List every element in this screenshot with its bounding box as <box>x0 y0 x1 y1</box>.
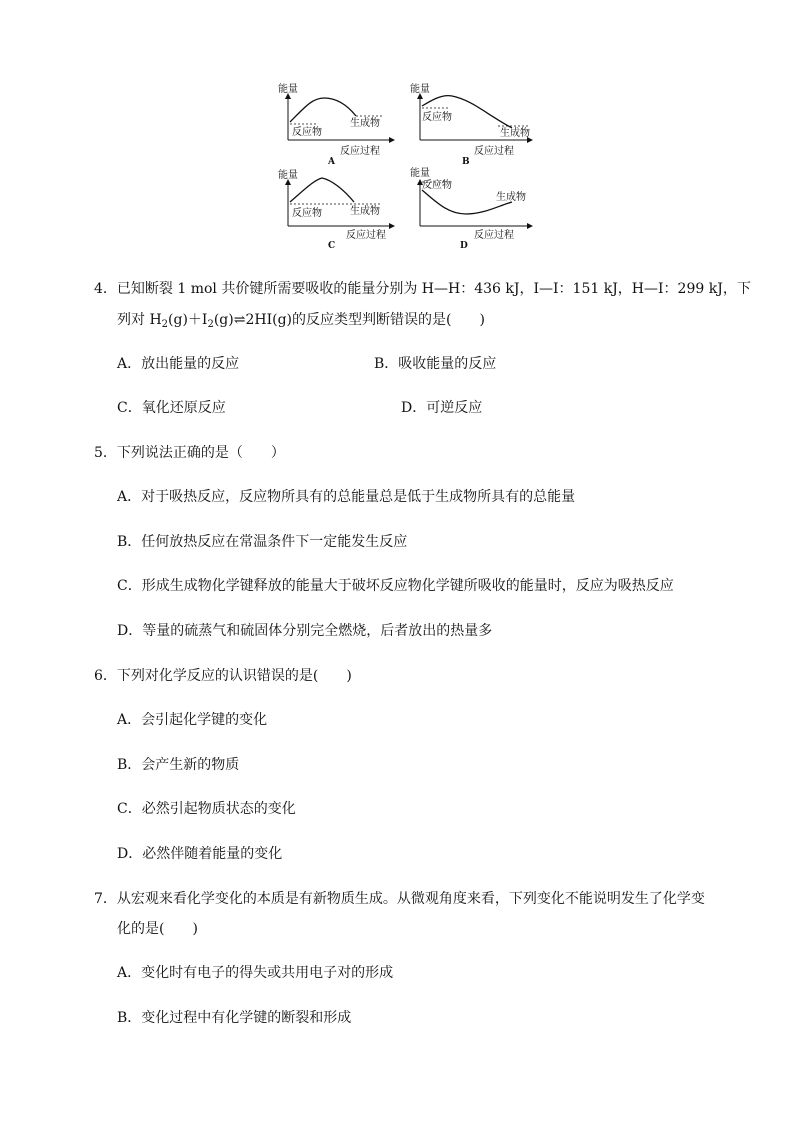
q6-option-b[interactable]: B．会产生新的物质 <box>117 757 240 773</box>
reactant-label: 反应物 <box>292 208 322 219</box>
process-axis-label: 反应过程 <box>474 230 514 241</box>
q7-option-a[interactable]: A．变化时有电子的得失或共用电子对的形成 <box>117 965 394 981</box>
q5-option-b[interactable]: B．任何放热反应在常温条件下一定能发生反应 <box>117 534 408 550</box>
panel-label: A <box>328 157 335 167</box>
q4-text-part: 列对 H <box>117 312 162 328</box>
energy-diagram-figure <box>276 78 538 250</box>
diagram-a <box>278 82 394 167</box>
q4-option-d[interactable]: D．可逆反应 <box>401 400 483 416</box>
process-axis-label: 反应过程 <box>340 146 380 157</box>
q4-stem-line1: 4．已知断裂 1 mol 共价键所需要吸收的能量分别为 H—H：436 kJ，I—I：151 kJ，H—I：299 kJ，下 <box>94 281 751 297</box>
q4-stem-line2 <box>117 310 485 332</box>
product-label: 生成物 <box>350 206 380 217</box>
process-axis-label: 反应过程 <box>474 146 514 157</box>
q6-option-c[interactable]: C．必然引起物质状态的变化 <box>117 801 296 817</box>
subscript: 2 <box>161 319 169 330</box>
panel-label: D <box>460 241 468 250</box>
diagram-d <box>410 166 532 250</box>
q6-option-d[interactable]: D．必然伴随着能量的变化 <box>117 846 283 862</box>
reactant-label: 反应物 <box>422 180 452 191</box>
q4-option-a[interactable]: A．放出能量的反应 <box>117 356 240 372</box>
q4-text-part: (g)⇌2HI(g)的反应类型判断错误的是( ) <box>213 312 485 328</box>
diagram-b <box>410 82 532 167</box>
energy-axis-label: 能量 <box>410 168 430 179</box>
subscript: 2 <box>207 319 214 330</box>
q6-option-a[interactable]: A．会引起化学键的变化 <box>117 712 268 728</box>
energy-axis-label: 能量 <box>278 84 298 95</box>
q5-stem: 5．下列说法正确的是（ ） <box>94 445 285 461</box>
product-label: 生成物 <box>500 128 530 139</box>
panel-label: B <box>462 157 470 167</box>
q5-option-d[interactable]: D．等量的硫蒸气和硫固体分别完全燃烧，后者放出的热量多 <box>117 623 493 639</box>
diagram-c <box>278 168 394 250</box>
reactant-label: 反应物 <box>292 127 322 138</box>
q4-option-b[interactable]: B．吸收能量的反应 <box>374 356 497 372</box>
panel-label: C <box>328 241 336 250</box>
product-label: 生成物 <box>350 118 380 129</box>
q5-option-c[interactable]: C．形成生成物化学键释放的能量大于破坏反应物化学键所吸收的能量时，反应为吸热反应 <box>117 578 674 594</box>
q4-text-part: (g)＋I <box>168 312 208 328</box>
q7-stem-line2: 化的是( ) <box>117 921 198 937</box>
q6-stem: 6．下列对化学反应的认识错误的是( ) <box>94 668 352 684</box>
q7-option-b[interactable]: B．变化过程中有化学键的断裂和形成 <box>117 1010 352 1026</box>
q7-stem-line1: 7．从宏观来看化学变化的本质是有新物质生成。从微观角度来看，下列变化不能说明发生了化学变 <box>94 891 705 907</box>
q4-option-c[interactable]: C．氧化还原反应 <box>117 400 226 416</box>
energy-axis-label: 能量 <box>410 84 430 95</box>
q5-option-a[interactable]: A．对于吸热反应，反应物所具有的总能量总是低于生成物所具有的总能量 <box>117 489 576 505</box>
reactant-label: 反应物 <box>422 112 452 123</box>
energy-axis-label: 能量 <box>278 170 298 181</box>
product-label: 生成物 <box>496 192 526 203</box>
process-axis-label: 反应过程 <box>346 230 386 241</box>
